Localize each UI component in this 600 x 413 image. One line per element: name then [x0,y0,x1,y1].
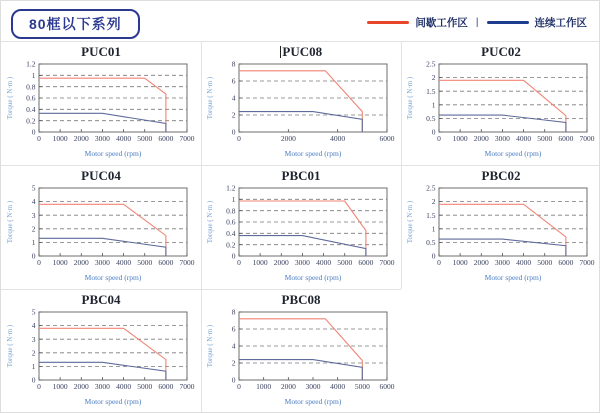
y-tick-label: 2 [431,73,436,83]
y-tick-label: 1.2 [26,59,36,69]
x-axis-label: Motor speed (rpm) [84,397,142,406]
y-tick-label: 0 [231,375,236,385]
x-axis-label: Motor speed (rpm) [284,149,342,158]
y-tick-label: 0 [31,375,36,385]
y-tick-label: 4 [31,321,36,331]
chart-svg-puc08 [201,59,401,162]
y-tick-label: 4 [231,341,236,351]
y-tick-label: 0 [31,251,36,261]
x-tick-label: 4000 [116,258,132,267]
x-tick-label: 7000 [579,258,595,267]
x-tick-label: 5000 [537,134,553,143]
x-tick-label: 0 [437,258,441,267]
chart-title-text: PUC01 [81,44,121,59]
y-tick-label: 5 [31,307,36,317]
x-tick-label: 2000 [73,258,89,267]
x-tick-label: 4000 [516,258,532,267]
chart-cell-pbc04 [1,290,201,412]
y-tick-label: 0.2 [226,240,236,250]
chart-title-puc01 [1,44,201,59]
series-line-continuous [239,236,366,256]
plot-border [39,312,187,380]
chart-cell-pbc08 [201,290,401,412]
y-tick-label: 2 [431,197,436,207]
x-axis-label: Motor speed (rpm) [284,397,342,406]
x-tick-label: 0 [37,258,41,267]
chart-cell-puc02 [401,42,600,164]
x-tick-label: 7000 [579,134,595,143]
legend-label-continuous: 连续工作区 [534,17,587,29]
y-tick-label: 0 [431,251,436,261]
chart-cell-pbc02 [401,166,600,288]
y-tick-label: 0 [31,127,36,137]
y-tick-label: 2 [31,224,36,234]
y-tick-label: 1.2 [226,183,236,193]
x-tick-label: 4000 [330,134,346,143]
y-tick-label: 0.6 [26,93,36,103]
legend-separator: | [475,17,479,28]
x-tick-label: 6000 [558,258,574,267]
x-tick-label: 2000 [273,258,289,267]
legend-label-intermittent: 间歇工作区 [415,17,468,29]
x-tick-label: 0 [237,382,241,391]
x-tick-label: 2000 [280,382,296,391]
x-tick-label: 6000 [379,134,395,143]
chart-title-pbc04 [1,292,201,307]
y-tick-label: 1.5 [426,86,436,96]
chart-cell-puc01 [1,42,201,164]
x-tick-label: 2000 [73,382,89,391]
series-line-intermittent [239,71,362,132]
series-line-intermittent [439,204,566,256]
chart-title-pbc08 [201,292,401,307]
x-tick-label: 5000 [137,134,153,143]
chart-svg-pbc01 [201,183,401,286]
y-tick-label: 2.5 [426,183,436,193]
y-axis-label: Torque ( N·m ) [406,200,414,244]
y-tick-label: 8 [231,59,236,69]
y-tick-label: 1 [431,100,436,110]
series-badge: 80框以下系列 [11,9,140,39]
x-tick-label: 5000 [337,258,353,267]
chart-title-text: PUC02 [481,44,521,59]
y-axis-label: Torque ( N·m ) [6,200,14,244]
x-tick-label: 2000 [473,258,489,267]
x-tick-label: 0 [37,382,41,391]
y-axis-label: Torque ( N·m ) [206,200,214,244]
x-tick-label: 7000 [179,134,195,143]
y-tick-label: 0.2 [26,116,36,126]
y-tick-label: 0.4 [26,104,36,114]
y-tick-label: 0.5 [426,114,436,123]
chart-cell-pbc01 [201,166,401,288]
empty-cell [401,290,600,412]
y-axis-label: Torque ( N·m ) [6,76,14,120]
legend [367,15,587,30]
y-tick-label: 1 [431,224,436,234]
y-tick-label: 0.5 [426,238,436,247]
x-axis-label: Motor speed (rpm) [84,149,142,158]
chart-cell-puc08 [201,42,401,164]
chart-title-text: PUC08 [282,44,323,59]
x-tick-label: 4000 [116,134,132,143]
x-tick-label: 4000 [116,382,132,391]
y-tick-label: 0.4 [226,228,236,238]
x-tick-label: 4000 [516,134,532,143]
y-tick-label: 6 [231,76,236,86]
x-tick-label: 6000 [158,134,174,143]
x-tick-label: 0 [437,134,441,143]
y-tick-label: 0.8 [26,82,36,92]
y-axis-label: Torque ( N·m ) [6,324,14,368]
series-line-intermittent [39,328,166,380]
x-tick-label: 1000 [452,258,468,267]
y-axis-label: Torque ( N·m ) [206,76,214,120]
x-tick-label: 2000 [473,134,489,143]
x-tick-label: 0 [237,134,241,143]
x-tick-label: 6000 [158,258,174,267]
y-tick-label: 8 [231,307,236,317]
chart-title-text: PUC04 [81,168,121,183]
chart-title-pbc02 [401,168,600,183]
x-axis-label: Motor speed (rpm) [484,273,542,282]
x-tick-label: 2000 [73,134,89,143]
chart-title-text: PBC04 [81,292,121,307]
y-tick-label: 1 [31,362,36,371]
x-tick-label: 3000 [294,258,310,267]
x-axis-label: Motor speed (rpm) [484,149,542,158]
x-tick-label: 3000 [94,382,110,391]
x-tick-label: 0 [37,134,41,143]
series-line-continuous [239,112,362,132]
series-line-intermittent [239,201,366,256]
chart-title-pbc01 [201,168,401,183]
y-tick-label: 2 [231,110,236,120]
y-tick-label: 0 [231,127,236,137]
y-tick-label: 1.5 [426,210,436,220]
chart-cell-puc04 [1,166,201,288]
x-tick-label: 1000 [452,134,468,143]
chart-title-puc04 [1,168,201,183]
x-tick-label: 6000 [158,382,174,391]
y-tick-label: 4 [231,93,236,103]
x-tick-label: 1000 [52,134,68,143]
x-axis-label: Motor speed (rpm) [84,273,142,282]
y-tick-label: 4 [31,197,36,207]
x-axis-label: Motor speed (rpm) [284,273,342,282]
chart-svg-puc02 [401,59,600,162]
x-tick-label: 5000 [137,382,153,391]
chart-title-text: PBC08 [281,292,321,307]
legend-line-intermittent-icon [367,21,409,24]
x-tick-label: 1000 [256,382,272,391]
chart-svg-pbc04 [1,307,201,410]
plot-border [439,64,587,132]
x-tick-label: 1000 [52,382,68,391]
x-tick-label: 1000 [52,258,68,267]
y-tick-label: 0 [431,127,436,137]
x-tick-label: 1000 [252,258,268,267]
chart-title-puc02 [401,44,600,59]
chart-title-text: PBC02 [481,168,521,183]
series-line-continuous [239,360,362,380]
series-line-intermittent [439,80,566,132]
x-tick-label: 6000 [558,134,574,143]
y-tick-label: 0 [231,251,236,261]
y-tick-label: 2 [231,358,236,368]
y-tick-label: 1 [31,70,36,80]
chart-svg-pbc02 [401,183,600,286]
y-tick-label: 5 [31,183,36,193]
chart-svg-pbc08 [201,307,401,410]
y-axis-label: Torque ( N·m ) [406,76,414,120]
x-tick-label: 3000 [494,258,510,267]
chart-svg-puc04 [1,183,201,286]
y-tick-label: 2 [31,348,36,358]
y-tick-label: 3 [31,210,36,220]
y-tick-label: 6 [231,324,236,334]
x-tick-label: 7000 [179,382,195,391]
y-tick-label: 0.8 [226,206,236,216]
plot-border [39,188,187,256]
y-axis-label: Torque ( N·m ) [206,324,214,368]
chart-title-text: PBC01 [281,168,321,183]
x-tick-label: 2000 [280,134,296,143]
chart-svg-puc01 [1,59,201,162]
series-line-intermittent [39,204,166,256]
x-tick-label: 4000 [316,258,332,267]
y-tick-label: 1 [31,238,36,247]
x-tick-label: 7000 [179,258,195,267]
y-tick-label: 2.5 [426,59,436,69]
x-tick-label: 3000 [494,134,510,143]
series-line-intermittent [239,319,362,380]
chart-title-puc08 [201,44,401,59]
x-tick-label: 0 [237,258,241,267]
y-tick-label: 1 [231,194,236,204]
legend-line-continuous-icon [487,21,529,24]
x-tick-label: 6000 [379,382,395,391]
x-tick-label: 5000 [537,258,553,267]
x-tick-label: 5000 [354,382,370,391]
x-tick-label: 3000 [94,134,110,143]
x-tick-label: 6000 [358,258,374,267]
x-tick-label: 4000 [330,382,346,391]
y-tick-label: 3 [31,334,36,344]
x-tick-label: 3000 [305,382,321,391]
x-tick-label: 3000 [94,258,110,267]
x-tick-label: 7000 [379,258,395,267]
x-tick-label: 5000 [137,258,153,267]
y-tick-label: 0.6 [226,217,236,227]
